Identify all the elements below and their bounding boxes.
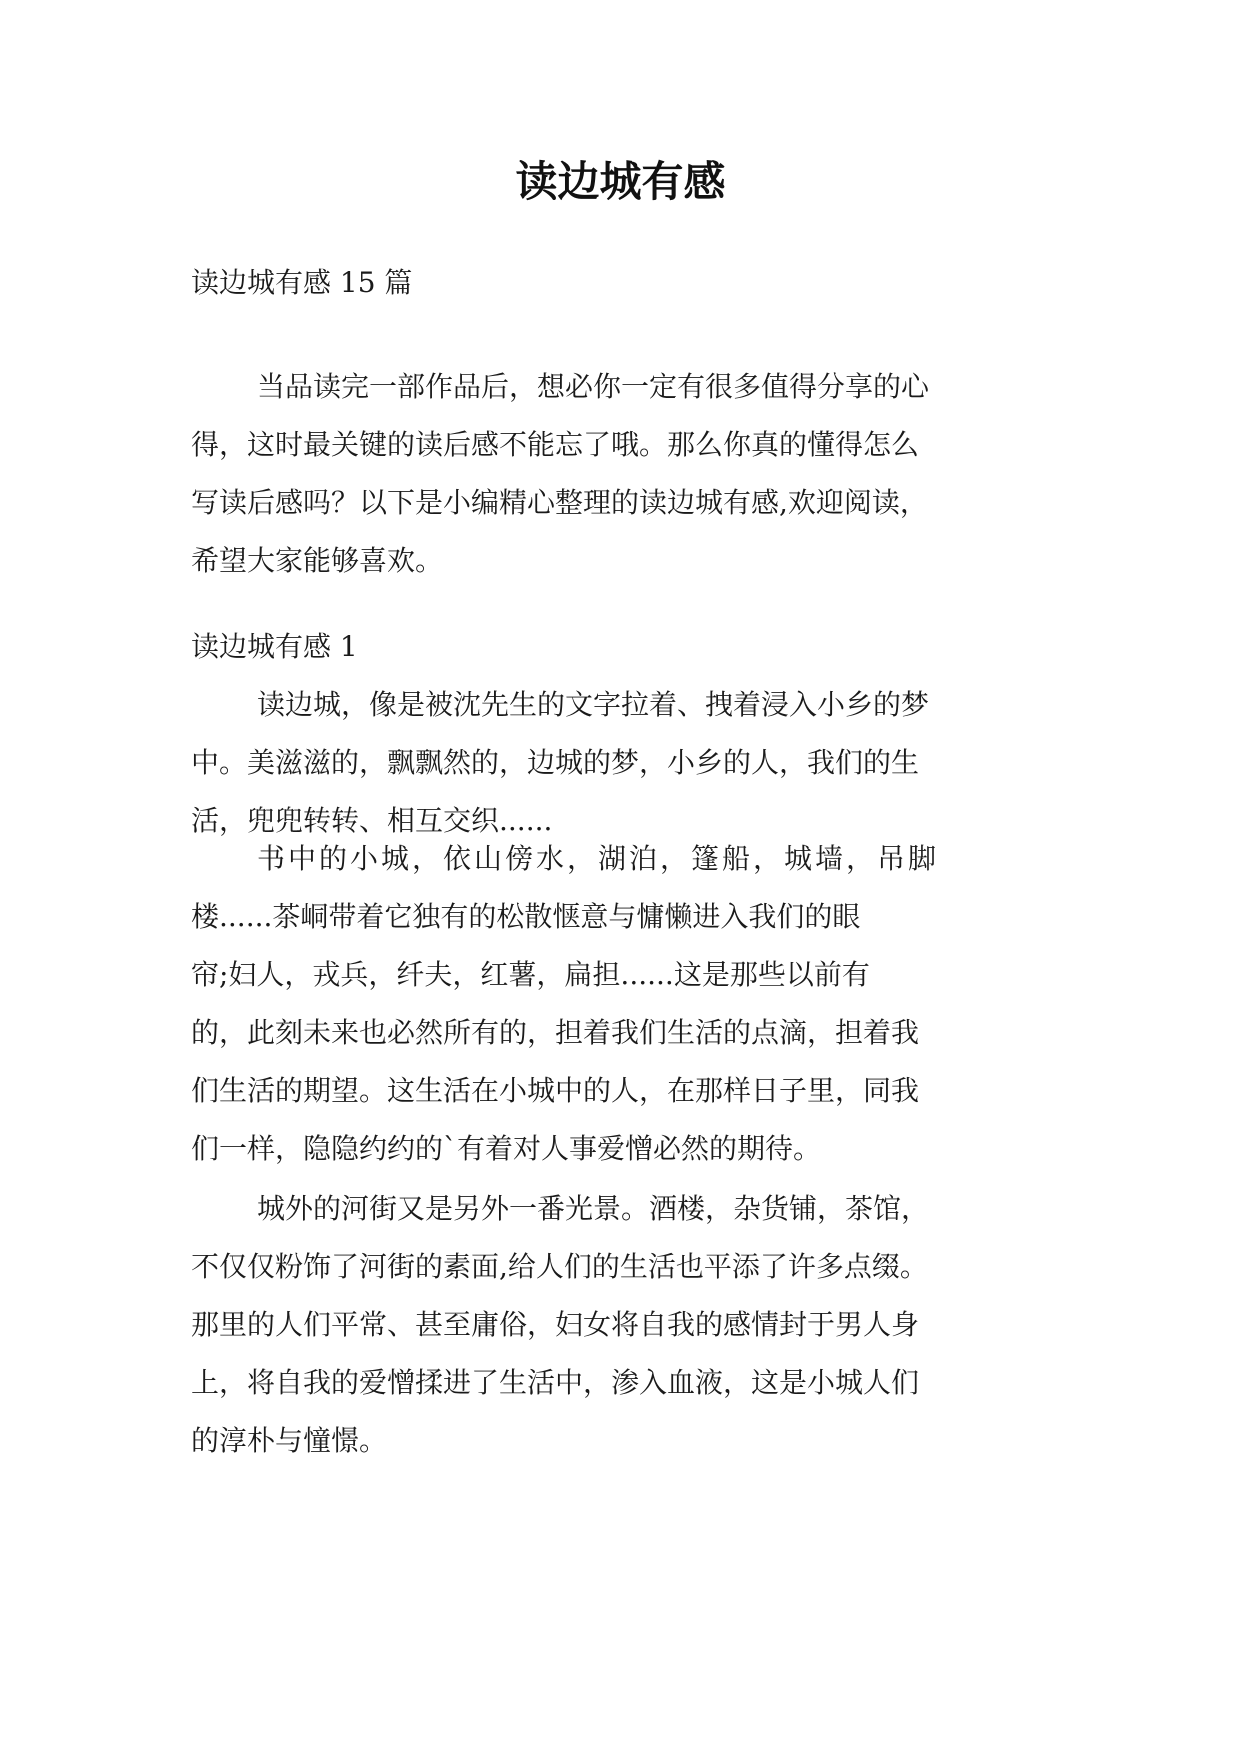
intro-line: 希望大家能够喜欢。 — [191, 544, 444, 577]
paragraph-line: 上，将自我的爱憎揉进了生活中，渗入血液，这是小城人们 — [191, 1366, 920, 1399]
paragraph-line: 中。美滋滋的，飘飘然的，边城的梦，小乡的人，我们的生 — [191, 746, 920, 779]
body-paragraph-2 — [191, 830, 1051, 1178]
paragraph-line: 不仅仅粉饰了河街的素面,给人们的生活也平添了许多点缀。 — [191, 1250, 928, 1283]
intro-paragraph — [191, 358, 1051, 590]
paragraph-line: 活，兜兜转转、相互交织...... — [191, 804, 553, 837]
body-paragraph-1 — [191, 676, 1051, 850]
paragraph-line: 帘;妇人，戎兵，纤夫，红薯，扁担......这是那些以前有 — [191, 958, 870, 991]
intro-line: 得，这时最关键的读后感不能忘了哦。那么你真的懂得怎么 — [191, 428, 920, 461]
paragraph-line: 们生活的期望。这生活在小城中的人，在那样日子里，同我 — [191, 1074, 920, 1107]
paragraph-line: 的淳朴与憧憬。 — [191, 1424, 388, 1457]
paragraph-line: 楼......茶峒带着它独有的松散惬意与慵懒进入我们的眼 — [191, 900, 861, 933]
paragraph-line: 的，此刻未来也必然所有的，担着我们生活的点滴，担着我 — [191, 1016, 920, 1049]
document-subtitle — [191, 254, 1051, 312]
paragraph-line: 书中的小城，依山傍水，湖泊，篷船，城墙，吊脚 — [257, 842, 940, 875]
document-title: 读边城有感 — [515, 157, 726, 206]
section-heading — [191, 618, 1051, 676]
intro-line: 写读后感吗？以下是小编精心整理的读边城有感,欢迎阅读， — [191, 486, 928, 519]
section-heading-line: 读边城有感 1 — [191, 630, 358, 663]
intro-line: 当品读完一部作品后，想必你一定有很多值得分享的心 — [257, 370, 930, 403]
subtitle-line: 读边城有感 15 篇 — [191, 266, 413, 299]
paragraph-line: 读边城，像是被沈先生的文字拉着、拽着浸入小乡的梦 — [257, 688, 930, 721]
body-paragraph-3 — [191, 1180, 1051, 1470]
paragraph-line: 城外的河街又是另外一番光景。酒楼，杂货铺，茶馆， — [257, 1192, 930, 1225]
paragraph-line: 那里的人们平常、甚至庸俗，妇女将自我的感情封于男人身 — [191, 1308, 920, 1341]
paragraph-line: 们一样，隐隐约约的`有着对人事爱憎必然的期待。 — [191, 1132, 822, 1165]
